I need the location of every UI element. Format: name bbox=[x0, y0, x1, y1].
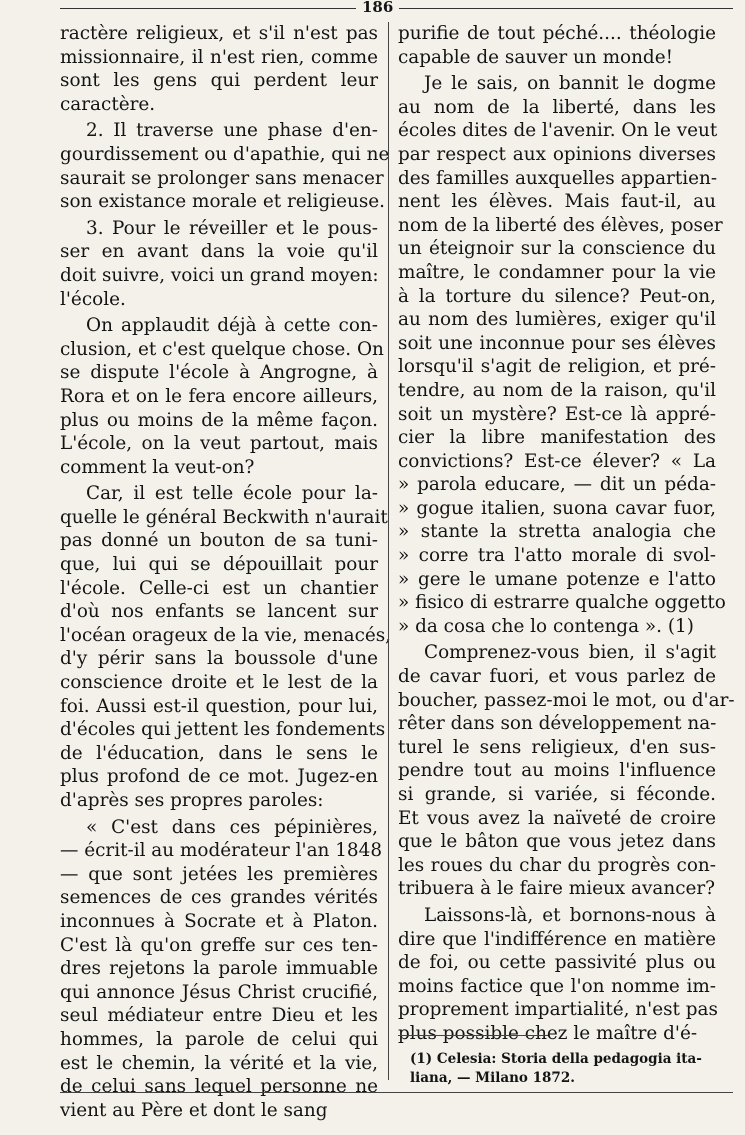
text-line: dire que l'indifférence en matière bbox=[398, 928, 716, 950]
text-line: conscience droite et le lest de la bbox=[60, 672, 378, 694]
text-line: doit suivre, voici un grand moyen: bbox=[60, 264, 379, 286]
text-line: turel le sens religieux, d'en sus- bbox=[398, 736, 716, 758]
text-line: Comprenez-vous bien, il s'agit bbox=[424, 642, 716, 664]
text-line: — écrit-il au modérateur l'an 1848 bbox=[60, 840, 383, 862]
text-line: caractère. bbox=[60, 93, 156, 115]
text-line: vient au Père et dont le sang bbox=[60, 1099, 328, 1121]
text-line: d'où nos enfants se lancent sur bbox=[60, 601, 378, 623]
text-line: ractère religieux, et s'il n'est pas bbox=[60, 23, 378, 44]
text-line: — que sont jetées les premières bbox=[60, 863, 378, 885]
text-line: ser en avant dans la voie qu'il bbox=[60, 241, 378, 263]
paragraph bbox=[60, 119, 390, 213]
text-line: Car, il est telle école pour la- bbox=[86, 483, 378, 505]
text-line: l'école. bbox=[60, 288, 126, 310]
text-line: que le bâton que vous jetez dans bbox=[398, 831, 716, 853]
text-line: se dispute l'école à Angrogne, à bbox=[60, 362, 378, 384]
text-line: nent les élèves. Mais faut-il, au bbox=[398, 191, 716, 213]
text-line: Et vous avez la naïveté de croire bbox=[398, 807, 716, 829]
text-line: boucher, passez-moi le mot, ou d'ar- bbox=[398, 689, 735, 711]
text-line: nom de la liberté des élèves, poser bbox=[398, 214, 723, 236]
text-line: sont les gens qui perdent leur bbox=[60, 70, 378, 92]
text-line: » da cosa che lo contenga ». (1) bbox=[398, 615, 694, 637]
text-line: à la torture du silence? Peut-on, bbox=[398, 285, 716, 307]
text-line: son existance morale et religieuse. bbox=[60, 191, 385, 213]
text-line: de foi, ou cette passivité plus ou bbox=[398, 952, 716, 974]
text-line: moins factice que l'on nomme im- bbox=[398, 975, 716, 997]
text-line: » fisico di estrarre qualche oggetto bbox=[398, 592, 726, 614]
text-line: écoles dites de l'avenir. On le veut bbox=[398, 120, 718, 142]
footnote-line: liana, — Milano 1872. bbox=[410, 1070, 575, 1086]
paragraph bbox=[398, 904, 716, 1046]
text-line: » gere le umane potenze e l'atto bbox=[398, 568, 716, 590]
paragraph bbox=[398, 22, 716, 69]
text-line: » parola educare, — dit un péda- bbox=[398, 474, 716, 496]
text-line: de l'éducation, dans le sens le bbox=[60, 742, 378, 764]
text-line: si grande, si variée, si féconde. bbox=[398, 784, 716, 805]
text-line: pendre tout au moins l'influence bbox=[398, 760, 716, 782]
text-line: dres rejetons la parole immuable bbox=[60, 958, 378, 980]
text-line: des familles auxquelles appartien- bbox=[398, 167, 718, 189]
text-line: quelle le général Beckwith n'aurait bbox=[60, 506, 388, 528]
text-line: Laissons-là, et bornons-nous à bbox=[424, 904, 716, 926]
text-line: purifie de tout péché.... théologie bbox=[398, 23, 716, 44]
text-line: seul médiateur entre Dieu et les bbox=[60, 1005, 378, 1027]
text-line: un éteignoir sur la conscience du bbox=[398, 238, 716, 260]
text-line: de cavar fuori, et vous parlez de bbox=[398, 666, 716, 688]
text-line: tribuera à le faire mieux avancer? bbox=[398, 878, 716, 900]
text-line: d'y périr sans la boussole d'une bbox=[60, 648, 378, 670]
text-line: » gogue italien, suona cavar fuor, bbox=[398, 497, 716, 519]
text-line: au nom des lumières, exiger qu'il bbox=[398, 309, 716, 331]
left-column bbox=[60, 22, 392, 1125]
text-line: l'école. Celle-ci est un chantier bbox=[60, 577, 378, 599]
page-number: 186 bbox=[356, 0, 399, 16]
paragraph bbox=[60, 482, 392, 812]
paragraph bbox=[60, 314, 384, 479]
column-divider bbox=[388, 22, 389, 1080]
text-line: soit une inconnue pour ses élèves bbox=[398, 332, 716, 354]
text-line: saurait se prolonger sans menacer bbox=[60, 167, 384, 189]
footnote bbox=[410, 1050, 720, 1088]
text-line: plus profond de ce mot. Jugez-en bbox=[60, 766, 378, 788]
text-line: inconnues à Socrate et à Platon. bbox=[60, 910, 378, 932]
text-line: » corre tra l'atto morale di svol- bbox=[398, 545, 716, 567]
text-line: convictions? Est-ce élever? « La bbox=[398, 450, 716, 472]
text-line: est le chemin, la vérité et la vie, bbox=[60, 1052, 378, 1074]
text-line: » stante la stretta analogia che bbox=[398, 521, 716, 543]
text-line: d'écoles qui jettent les fondements bbox=[60, 719, 386, 741]
text-line: rêter dans son développement na- bbox=[398, 713, 717, 735]
text-line: gourdissement ou d'apathie, qui ne bbox=[60, 143, 390, 165]
text-line: de celui sans lequel personne ne bbox=[60, 1076, 378, 1098]
text-line: C'est là qu'on greffe sur ces ten- bbox=[60, 934, 378, 956]
text-line: comment la veut-on? bbox=[60, 456, 255, 478]
text-line: Je le sais, on bannit le dogme bbox=[424, 73, 716, 95]
text-line: pas donné un bouton de sa tuni- bbox=[60, 530, 378, 552]
text-line: 3. Pour le réveiller et le pous- bbox=[86, 217, 378, 239]
footnote-line: (1) Celesia: Storia della pedagogia ita- bbox=[410, 1051, 702, 1067]
text-line: tendre, au nom de la raison, qu'il bbox=[398, 379, 716, 401]
text-line: plus ou moins de la même façon. bbox=[60, 409, 378, 431]
text-line: 2. Il traverse une phase d'en- bbox=[86, 120, 378, 142]
paragraph bbox=[60, 816, 383, 1123]
text-line: plus possible chez le maître d'é- bbox=[398, 1022, 698, 1044]
text-line: d'après ses propres paroles: bbox=[60, 790, 324, 811]
bottom-rule bbox=[60, 1092, 733, 1093]
text-line: que, lui qui se dépouillait pour bbox=[60, 554, 378, 576]
text-line: On applaudit déjà à cette con- bbox=[86, 315, 378, 337]
text-line: par respect aux opinions diverses bbox=[398, 143, 716, 165]
text-line: qui annonce Jésus Christ crucifié, bbox=[60, 981, 378, 1003]
footnote-rule bbox=[398, 1035, 548, 1036]
text-line: au nom de la liberté, dans les bbox=[398, 96, 716, 118]
text-line: capable de sauver un monde! bbox=[398, 46, 673, 68]
text-line: lorsqu'il s'agit de religion, et pré- bbox=[398, 356, 716, 378]
text-line: foi. Aussi est-il question, pour lui, bbox=[60, 695, 378, 717]
text-line: soit un mystère? Est-ce là appré- bbox=[398, 403, 716, 425]
text-line: Rora et on le fera encore ailleurs, bbox=[60, 385, 378, 407]
text-line: clusion, et c'est quelque chose. On bbox=[60, 338, 384, 360]
text-line: semences de ces grandes vérités bbox=[60, 887, 378, 909]
text-line: les roues du char du progrès con- bbox=[398, 854, 716, 876]
text-line: hommes, la parole de celui qui bbox=[60, 1028, 378, 1050]
paragraph bbox=[60, 22, 378, 116]
right-column bbox=[398, 22, 735, 1049]
paragraph bbox=[60, 217, 378, 311]
text-line: L'école, on la veut partout, mais bbox=[60, 433, 378, 455]
text-line: cier la libre manifestation des bbox=[398, 427, 716, 449]
paragraph bbox=[398, 72, 726, 638]
text-line: missionnaire, il n'est rien, comme bbox=[60, 46, 378, 68]
text-line: « C'est dans ces pépinières, bbox=[86, 816, 378, 838]
text-line: proprement impartialité, n'est pas bbox=[398, 999, 718, 1021]
paragraph bbox=[398, 641, 735, 901]
text-line: l'océan orageux de la vie, menacés, bbox=[60, 624, 392, 646]
text-line: maître, le condamner pour la vie bbox=[398, 261, 716, 283]
